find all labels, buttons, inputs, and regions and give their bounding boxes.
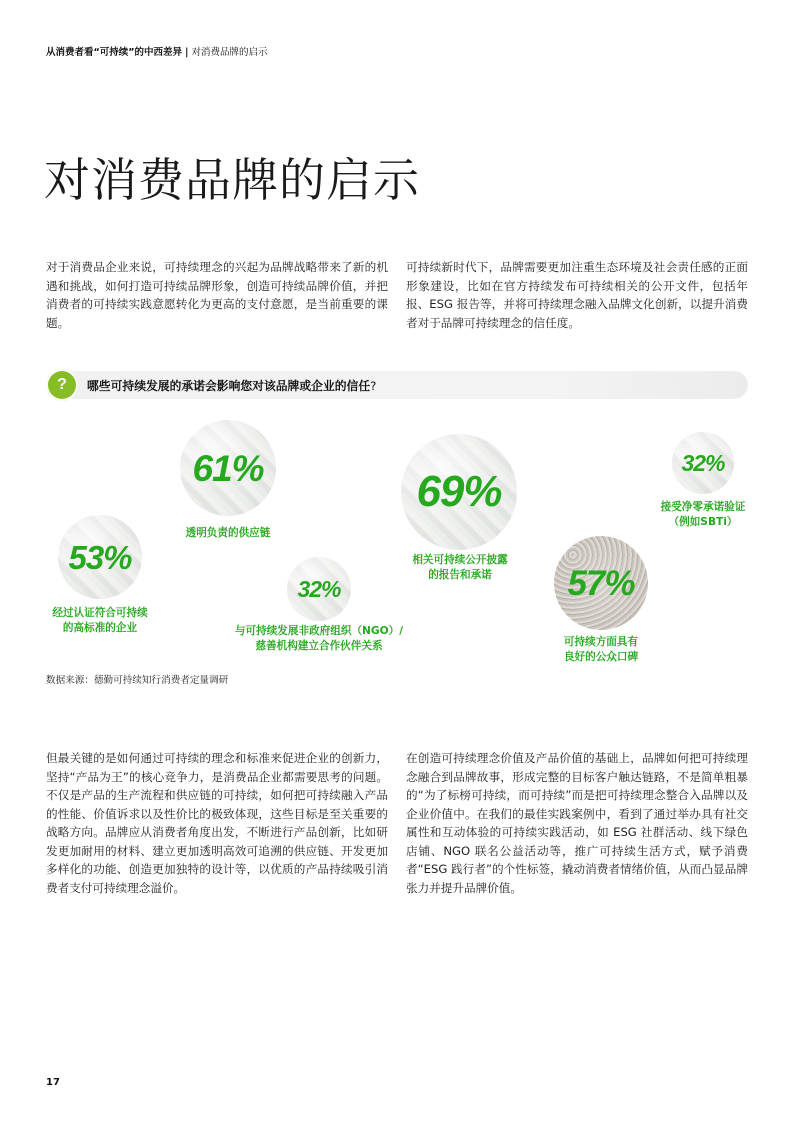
stat-value: 32% — [681, 449, 725, 476]
breadcrumb — [46, 44, 268, 58]
stat-label-disclosure: 相关可持续公开披露 的报告和承诺 — [412, 554, 508, 581]
stat-value: 69% — [416, 467, 502, 516]
page-number: 17 — [46, 1077, 60, 1088]
intro-paragraph-left: 对于消费品企业来说，可持续理念的兴起为品牌战略带来了新的机遇和挑战，如何打造可持续品牌形象，创造可持续品牌价值，并把消费者的可持续实践意愿转化为更高的支付意愿，是当前重要的课题。 — [46, 260, 388, 330]
breadcrumb-report-title: 从消费者看“可持续”的中西差异 — [46, 47, 182, 58]
stat-value: 53% — [68, 538, 132, 576]
stat-circle-certified — [58, 515, 142, 599]
page-title: 对消费品牌的启示 — [44, 153, 420, 207]
stat-value: 57% — [567, 563, 635, 603]
stat-circle-ngo-partnership — [287, 557, 351, 621]
intro-paragraph-right: 可持续新时代下，品牌需要更加注重生态环境及社会责任感的正面形象建设，比如在官方持续发布可持续相关的公开文件，包括年报、ESG 报告等，并将可持续理念融入品牌文化创新，以提升消费者对于品牌可持续理念的信任度。 — [406, 260, 748, 330]
stat-circle-disclosure — [401, 434, 517, 550]
stat-value: 61% — [192, 447, 264, 489]
stat-circle-reputation — [554, 536, 648, 630]
question-mark-icon: ? — [46, 369, 78, 401]
survey-question-bar — [46, 371, 748, 399]
survey-question-text: 哪些可持续发展的承诺会影响您对该品牌或企业的信任? — [87, 379, 377, 393]
body-paragraph-left: 但最关键的是如何通过可持续的理念和标准来促进企业的创新力，坚持“产品为王”的核心竞争力，是消费品企业都需要思考的问题。不仅是产品的生产流程和供应链的可持续，如何把可持续融入产品的性能、价值诉求以及性价比的极致体现，这些目标是至关重要的战略方向。品牌应从消费者角度出发，不断进行产品创新，比如研发更加耐用的材料、建立更加透明高效可追溯的供应链、开发更加多样化的功能、创造更加独特的设计等，以优质的产品持续吸引消费者支付可持续理念溢价。 — [46, 751, 388, 895]
breadcrumb-separator: | — [185, 47, 189, 58]
breadcrumb-section: 对消费品牌的启示 — [191, 47, 268, 58]
stat-circle-net-zero — [672, 432, 734, 494]
stat-label-net-zero: 接受净零承诺验证 （例如SBTi） — [660, 501, 746, 528]
stat-label-reputation: 可持续方面具有 良好的公众口碑 — [563, 636, 639, 663]
stat-label-certified: 经过认证符合可持续 的高标准的企业 — [52, 607, 148, 634]
stat-value: 32% — [297, 575, 341, 602]
data-source-note: 数据来源：德勤可持续知行消费者定量调研 — [46, 675, 229, 686]
stat-label-ngo-partnership: 与可持续发展非政府组织（NGO）/ 慈善机构建立合作伙伴关系 — [234, 625, 404, 652]
stat-circle-supply-chain — [180, 420, 276, 516]
stat-label-supply-chain: 透明负责的供应链 — [185, 527, 271, 539]
body-paragraph-right: 在创造可持续理念价值及产品价值的基础上，品牌如何把可持续理念融合到品牌故事，形成完整的目标客户触达链路，不是简单粗暴的“为了标榜可持续，而可持续”而是把可持续理念整合入品牌以及企业价值中。在我们的最佳实践案例中，看到了通过举办具有社交属性和互动体验的可持续实践活动，如 ESG 社群活动、线下绿色店铺、NGO 联名公益活动等，推广可持续生活方式，赋予消费者“ESG 践行者”的个性标签，撬动消费者情绪价值，从而凸显品牌张力并提升品牌价值。 — [406, 751, 748, 895]
